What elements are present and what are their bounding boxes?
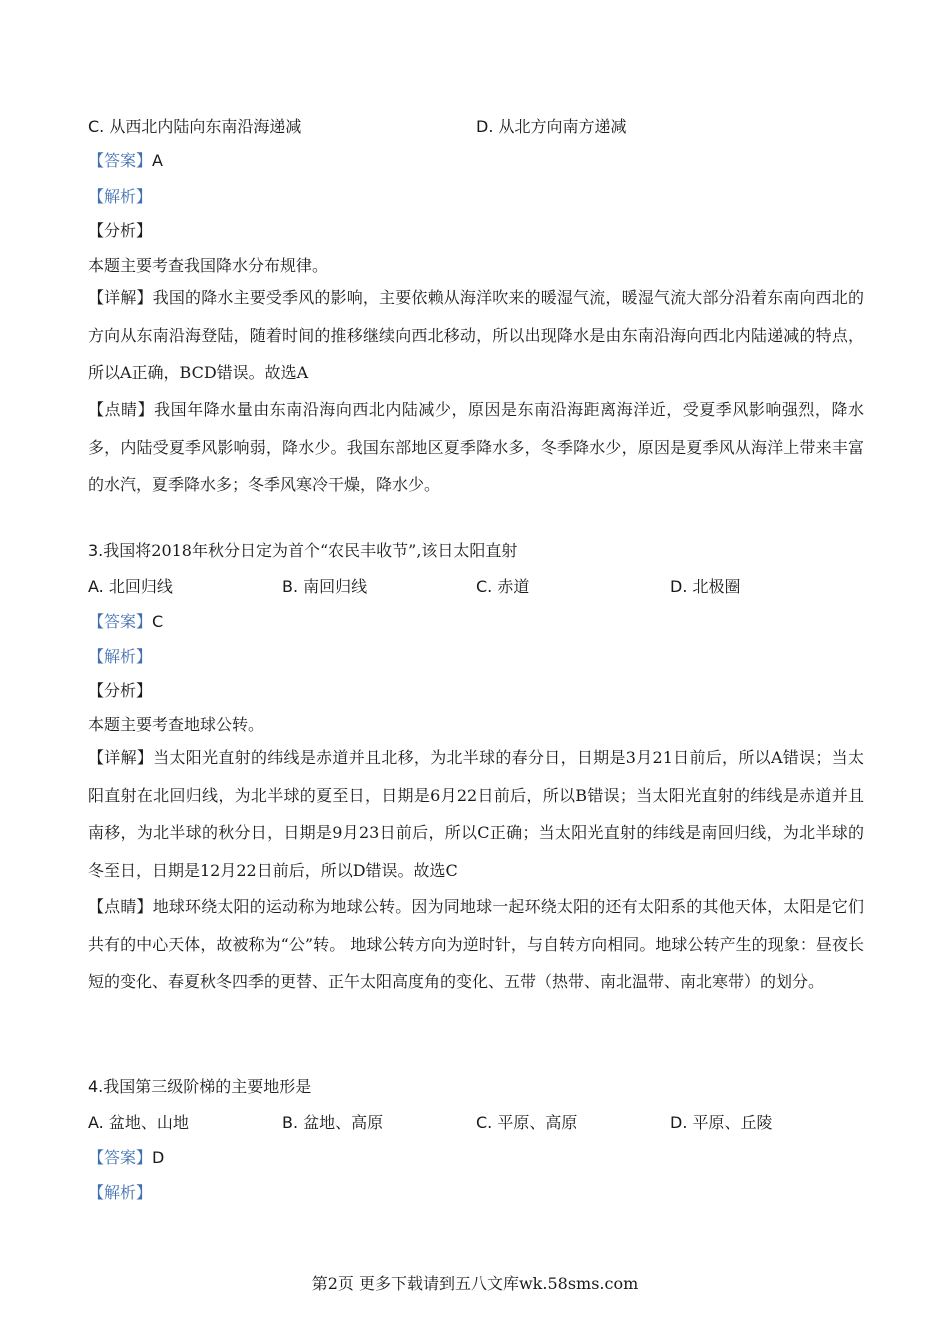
q3-answer-line: [88, 612, 163, 632]
q2-jiexi-tag: 【解析】: [88, 187, 153, 206]
q3-option-b: B. 南回归线: [282, 577, 368, 596]
answer-tag: 【答案】: [88, 151, 153, 170]
q2-detail-paragraph: [88, 279, 864, 392]
q3-fenxi-tag: 【分析】: [88, 681, 153, 700]
q3-dianjing-paragraph: [88, 888, 864, 1001]
q4-option-d: D. 平原、丘陵: [670, 1113, 773, 1132]
q2-fenxi-tag: 【分析】: [88, 221, 153, 240]
q2-dianjing-paragraph: [88, 391, 864, 504]
detail-tag: 【详解】: [88, 748, 154, 767]
q4-number: 4.: [88, 1077, 104, 1096]
answer-tag: 【答案】: [88, 1148, 153, 1167]
q3-option-d: D. 北极圈: [670, 577, 741, 596]
q3-jiexi-tag: 【解析】: [88, 647, 153, 666]
q3-fenxi-text: 本题主要考查地球公转。: [88, 715, 265, 734]
q2-fenxi-text: 本题主要考查我国降水分布规律。: [88, 256, 329, 275]
q4-answer-value: D: [152, 1148, 165, 1167]
detail-tag: 【详解】: [88, 288, 153, 307]
dianjing-tag: 【点睛】: [88, 400, 155, 419]
q2-option-d: D. 从北方向南方递减: [476, 117, 627, 136]
q3-answer-value: C: [152, 612, 164, 631]
q3-stem: [88, 541, 517, 561]
q4-answer-line: [88, 1148, 164, 1168]
q2-detail-text: 我国的降水主要受季风的影响，主要依赖从海洋吹来的暖湿气流，暖湿气流大部分沿着东南向西北的方向从东南沿海登陆，随着时间的推移继续向西北移动，所以出现降水是由东南沿海向西北内陆递减的特点，所以A正确，BCD错误。故选A: [88, 288, 864, 382]
q3-detail-text: 当太阳光直射的纬线是赤道并且北移，为北半球的春分日，日期是3月21日前后，所以A错误；当太阳直射在北回归线，为北半球的夏至日，日期是6月22日前后，所以B错误；当太阳光直射的纬线是赤道并且南移，为北半球的秋分日，日期是9月23日前后，所以C正确；当太阳光直射的纬线是南回归线，为北半球的冬至日，日期是12月22日前后，所以D错误。故选C: [88, 748, 864, 880]
q3-option-c: C. 赤道: [476, 577, 530, 596]
q4-option-b: B. 盆地、高原: [282, 1113, 384, 1132]
q3-dianjing-text: 地球环绕太阳的运动称为地球公转。因为同地球一起环绕太阳的还有太阳系的其他天体，太阳是它们共有的中心天体，故被称为“公”转。 地球公转方向为逆时针，与自转方向相同。地球公转产生的现象：昼夜长短的变化、春夏秋冬四季的更替、正午太阳高度角的变化、五带（热带、南北温带、南北寒带）的划分。: [88, 897, 864, 991]
page-footer: 第2页 更多下载请到五八文库wk.58sms.com: [311, 1274, 639, 1293]
q4-option-c: C. 平原、高原: [476, 1113, 578, 1132]
q2-option-c: C. 从西北内陆向东南沿海递减: [88, 117, 302, 136]
q4-jiexi-tag: 【解析】: [88, 1183, 153, 1202]
q3-number: 3.: [88, 541, 104, 560]
q4-option-a: A. 盆地、山地: [88, 1113, 189, 1132]
q2-dianjing-text: 我国年降水量由东南沿海向西北内陆减少，原因是东南沿海距离海洋近，受夏季风影响强烈，降水多，内陆受夏季风影响弱，降水少。我国东部地区夏季降水多，冬季降水少，原因是夏季风从海洋上带来丰富的水汽，夏季降水多；冬季风寒冷干燥，降水少。: [88, 400, 864, 494]
q3-option-a: A. 北回归线: [88, 577, 173, 596]
q3-stem-text: 我国将2018年秋分日定为首个“农民丰收节”,该日太阳直射: [103, 541, 518, 560]
q2-answer-line: [88, 151, 163, 171]
dianjing-tag: 【点睛】: [88, 897, 153, 916]
q2-answer-value: A: [152, 151, 163, 170]
answer-tag: 【答案】: [88, 612, 153, 631]
q4-stem: [88, 1077, 311, 1097]
q4-stem-text: 我国第三级阶梯的主要地形是: [103, 1077, 312, 1096]
q3-detail-paragraph: [88, 739, 864, 889]
